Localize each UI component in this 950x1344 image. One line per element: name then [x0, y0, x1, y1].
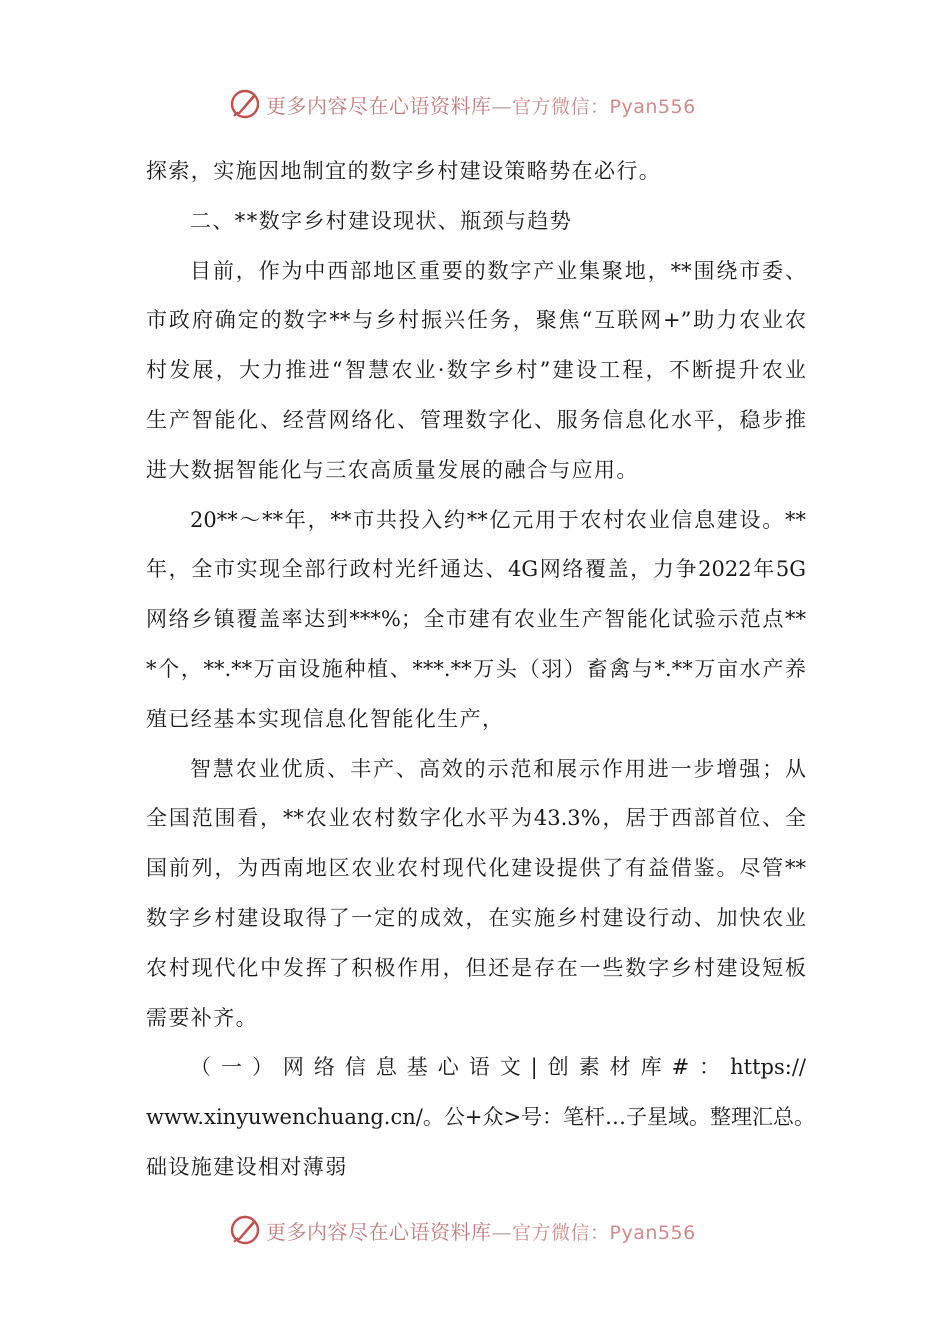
- text-line: 础设施建设相对薄弱: [146, 1154, 348, 1179]
- text-line: 生产智能化、经营网络化、管理数字化、服务信息化水平，稳步推: [146, 407, 806, 432]
- watermark-header: [0, 84, 950, 124]
- watermark-dash: —: [491, 1219, 512, 1244]
- document-body: [146, 147, 816, 1193]
- text-line: 数字乡村建设取得了一定的成效，在实施乡村建设行动、加快农业: [146, 905, 806, 930]
- text-line: 20**～**年，**市共投入约**亿元用于农村农业信息建设。**: [190, 507, 806, 532]
- text-line: 市政府确定的数字**与乡村振兴任务，聚焦“互联网+”助力农业农: [146, 308, 806, 333]
- quill-logo-icon: [228, 1213, 262, 1247]
- text-line: 网络乡镇覆盖率达到***%；全市建有农业生产智能化试验示范点**: [146, 607, 806, 632]
- watermark-text: [266, 90, 696, 119]
- text-line: 村发展，大力推进“智慧农业·数字乡村”建设工程，不断提升农业: [146, 358, 806, 383]
- text-line: 年，全市实现全部行政村光纤通达、4G网络覆盖，力争2022年5G: [146, 557, 806, 582]
- watermark-title: 更多内容尽在心语资料库: [266, 93, 492, 118]
- watermark-title: 更多内容尽在心语资料库: [266, 1219, 492, 1244]
- text-line: *个，**.**万亩设施种植、***.**万头（羽）畜禽与*.**万亩水产养: [146, 656, 806, 681]
- text-line: 农村现代化中发挥了积极作用，但还是存在一些数字乡村建设短板: [146, 955, 806, 980]
- text-line: 目前，作为中西部地区重要的数字产业集聚地，**围绕市委、: [190, 258, 806, 283]
- watermark-text: [266, 1216, 696, 1245]
- text-line: 需要补齐。: [146, 1005, 258, 1030]
- watermark-footer: [0, 1210, 950, 1250]
- section-heading: 二、**数字乡村建设现状、瓶颈与趋势: [190, 208, 573, 233]
- text-line: www.xinyuwenchuang.cn/。公+众>号：笔杆…子星域。整理汇总。: [146, 1105, 816, 1130]
- text-line: 智慧农业优质、丰产、高效的示范和展示作用进一步增强；从: [190, 756, 806, 781]
- quill-logo-icon: [228, 87, 262, 121]
- text-line: 全国范围看，**农业农村数字化水平为43.3%，居于西部首位、全: [146, 806, 806, 831]
- watermark-contact: 官方微信：Pyan556: [512, 1221, 696, 1244]
- watermark-contact: 官方微信：Pyan556: [512, 95, 696, 118]
- text-line: 国前列，为西南地区农业农村现代化建设提供了有益借鉴。尽管**: [146, 856, 806, 881]
- text-line: 殖已经基本实现信息化智能化生产，: [146, 706, 505, 731]
- subsection-heading: （一）网络信息基心语文|创素材库#：https://: [190, 1055, 806, 1080]
- text-line: 探索，实施因地制宜的数字乡村建设策略势在必行。: [146, 159, 662, 183]
- text-line: 进大数据智能化与三农高质量发展的融合与应用。: [146, 457, 639, 482]
- watermark-dash: —: [491, 93, 512, 118]
